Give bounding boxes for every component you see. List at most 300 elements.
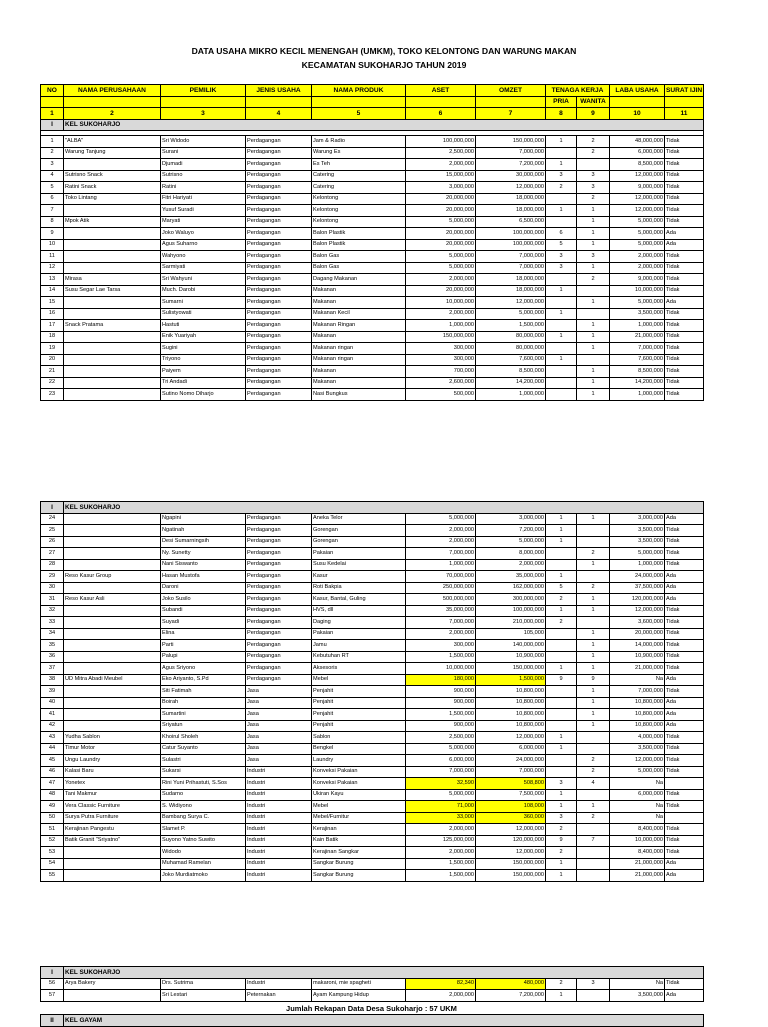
cell-pria: [546, 389, 577, 401]
group-row: [41, 1015, 704, 1027]
cell-aset: 6,000,000: [406, 755, 476, 767]
cell-aset: 2,500,000: [406, 732, 476, 744]
cell-pria: [546, 755, 577, 767]
cell-omzet: 5,000,000: [476, 308, 546, 320]
cell-nama-produk: Es Teh: [312, 159, 406, 171]
table-row: [41, 755, 704, 767]
cell-no: 6: [41, 193, 64, 205]
table-row: [41, 251, 704, 263]
cell-no: 28: [41, 559, 64, 571]
cell-pemilik: Sukarsi: [161, 766, 246, 778]
cell-jenis-usaha: Perdagangan: [246, 320, 312, 332]
cell-no: 54: [41, 858, 64, 870]
cell-laba-usaha: 8,400,000: [610, 847, 665, 859]
umkm-table-1: [40, 84, 704, 401]
cell-pria: [546, 720, 577, 732]
cell-pria: 1: [546, 801, 577, 813]
cell-nama-perusahaan: Surya Putra Furniture: [64, 812, 161, 824]
table-row: [41, 136, 704, 148]
cell-wanita: 1: [577, 559, 610, 571]
table-row: [41, 835, 704, 847]
cell-omzet: 140,000,000: [476, 640, 546, 652]
cell-surat-ijin: Ada: [665, 990, 704, 1002]
cell-pria: 2: [546, 847, 577, 859]
cell-laba-usaha: 3,500,000: [610, 525, 665, 537]
table-row: [41, 182, 704, 194]
cell-aset: 2,000,000: [406, 525, 476, 537]
table-row: [41, 858, 704, 870]
cell-wanita: [577, 824, 610, 836]
cell-pria: [546, 651, 577, 663]
cell-wanita: 2: [577, 812, 610, 824]
cell-no: 2: [41, 147, 64, 159]
cell-omzet: 12,000,000: [476, 847, 546, 859]
cell-jenis-usaha: Perdagangan: [246, 389, 312, 401]
cell-pemilik: Much. Darobi: [161, 285, 246, 297]
colnum: 9: [577, 108, 610, 120]
cell-surat-ijin: Ada: [665, 513, 704, 525]
cell-jenis-usaha: Industri: [246, 789, 312, 801]
cell-laba-usaha: 2,000,000: [610, 251, 665, 263]
cell-surat-ijin: Ada: [665, 870, 704, 882]
group-row: [41, 502, 704, 514]
cell-nama-perusahaan: [64, 651, 161, 663]
cell-wanita: 1: [577, 663, 610, 675]
cell-pria: 5: [546, 239, 577, 251]
cell-surat-ijin: Tidak: [665, 525, 704, 537]
cell-aset: 2,000,000: [406, 990, 476, 1002]
cell-wanita: [577, 617, 610, 629]
cell-jenis-usaha: Jasa: [246, 709, 312, 721]
cell-surat-ijin: Ada: [665, 709, 704, 721]
cell-pemilik: Wahyono: [161, 251, 246, 263]
cell-surat-ijin: Tidak: [665, 193, 704, 205]
cell-nama-perusahaan: [64, 640, 161, 652]
table-row: [41, 720, 704, 732]
cell-wanita: [577, 789, 610, 801]
cell-pria: 1: [546, 159, 577, 171]
group-name: KEL GAYAM: [64, 1015, 704, 1027]
cell-surat-ijin: Tidak: [665, 548, 704, 560]
cell-surat-ijin: Ada: [665, 858, 704, 870]
cell-nama-produk: Konveksi Pakaian: [312, 766, 406, 778]
cell-nama-perusahaan: Toko Lintang: [64, 193, 161, 205]
cell-pemilik: Ratini: [161, 182, 246, 194]
cell-pria: 3: [546, 812, 577, 824]
cell-pemilik: Joko Susilo: [161, 594, 246, 606]
cell-no: 10: [41, 239, 64, 251]
cell-surat-ijin: Tidak: [665, 389, 704, 401]
cell-wanita: 1: [577, 366, 610, 378]
group-no: II: [41, 1015, 64, 1027]
cell-no: 53: [41, 847, 64, 859]
cell-jenis-usaha: Industri: [246, 847, 312, 859]
cell-aset: 1,000,000: [406, 559, 476, 571]
cell-laba-usaha: Na: [610, 778, 665, 790]
cell-nama-produk: Aksesoris: [312, 663, 406, 675]
cell-pria: [546, 343, 577, 355]
cell-nama-perusahaan: [64, 251, 161, 263]
cell-nama-produk: Makanan ringan: [312, 343, 406, 355]
cell-jenis-usaha: Jasa: [246, 732, 312, 744]
cell-nama-perusahaan: Ratini Snack: [64, 182, 161, 194]
cell-omzet: 12,000,000: [476, 182, 546, 194]
cell-pria: 1: [546, 789, 577, 801]
cell-omzet: 7,200,000: [476, 990, 546, 1002]
table-2-rows: [41, 513, 704, 881]
cell-omzet: 7,500,000: [476, 789, 546, 801]
cell-nama-produk: Kerajinan Sangkar: [312, 847, 406, 859]
cell-pria: 1: [546, 870, 577, 882]
cell-nama-produk: Balon Plastik: [312, 228, 406, 240]
cell-jenis-usaha: Jasa: [246, 743, 312, 755]
cell-laba-usaha: 2,000,000: [610, 262, 665, 274]
cell-aset: 300,000: [406, 343, 476, 355]
cell-surat-ijin: Tidak: [665, 136, 704, 148]
cell-nama-produk: Makanan Kecil: [312, 308, 406, 320]
cell-nama-produk: HVS, dll: [312, 605, 406, 617]
cell-pria: [546, 193, 577, 205]
cell-jenis-usaha: Perdagangan: [246, 262, 312, 274]
table-row: [41, 525, 704, 537]
cell-nama-produk: Catering: [312, 170, 406, 182]
cell-pemilik: Sutrisno: [161, 170, 246, 182]
cell-surat-ijin: Tidak: [665, 835, 704, 847]
cell-pria: [546, 216, 577, 228]
table-row: [41, 743, 704, 755]
cell-nama-perusahaan: Arya Bakery: [64, 978, 161, 990]
cell-nama-produk: Penjahit: [312, 686, 406, 698]
cell-omzet: 7,000,000: [476, 251, 546, 263]
cell-pria: [546, 766, 577, 778]
table-row: [41, 582, 704, 594]
cell-wanita: [577, 308, 610, 320]
cell-nama-produk: Kelontong: [312, 205, 406, 217]
cell-omzet: 7,200,000: [476, 159, 546, 171]
cell-jenis-usaha: Perdagangan: [246, 559, 312, 571]
cell-pria: 1: [546, 571, 577, 583]
cell-no: 14: [41, 285, 64, 297]
table-row: [41, 228, 704, 240]
cell-no: 55: [41, 870, 64, 882]
cell-jenis-usaha: Perdagangan: [246, 536, 312, 548]
cell-surat-ijin: Ada: [665, 582, 704, 594]
cell-nama-produk: Makanan: [312, 331, 406, 343]
cell-pria: [546, 686, 577, 698]
cell-no: 41: [41, 709, 64, 721]
cell-nama-perusahaan: "ALBA": [64, 136, 161, 148]
cell-wanita: 4: [577, 778, 610, 790]
table-row: [41, 159, 704, 171]
table-row: [41, 663, 704, 675]
cell-aset: 5,000,000: [406, 216, 476, 228]
table-row: [41, 870, 704, 882]
cell-nama-perusahaan: Reso Kasur Group: [64, 571, 161, 583]
cell-laba-usaha: 9,000,000: [610, 182, 665, 194]
cell-nama-perusahaan: Warung Tanjung: [64, 147, 161, 159]
cell-pria: 1: [546, 513, 577, 525]
cell-wanita: 7: [577, 835, 610, 847]
cell-wanita: 1: [577, 720, 610, 732]
cell-surat-ijin: Tidak: [665, 366, 704, 378]
cell-no: 3: [41, 159, 64, 171]
cell-nama-produk: Konveksi Pakaian: [312, 778, 406, 790]
cell-jenis-usaha: Perdagangan: [246, 548, 312, 560]
cell-laba-usaha: 6,000,000: [610, 147, 665, 159]
cell-jenis-usaha: Perdagangan: [246, 663, 312, 675]
cell-aset: 2,000,000: [406, 824, 476, 836]
cell-jenis-usaha: Perdagangan: [246, 582, 312, 594]
cell-pemilik: Subandi: [161, 605, 246, 617]
cell-pemilik: Suyono Yatno Suwito: [161, 835, 246, 847]
cell-no: 21: [41, 366, 64, 378]
cell-aset: 7,000,000: [406, 766, 476, 778]
cell-aset: 1,500,000: [406, 858, 476, 870]
cell-pemilik: Sugini: [161, 343, 246, 355]
cell-pemilik: Sumartini: [161, 709, 246, 721]
cell-no: 27: [41, 548, 64, 560]
cell-no: 52: [41, 835, 64, 847]
cell-nama-perusahaan: [64, 159, 161, 171]
cell-surat-ijin: Tidak: [665, 789, 704, 801]
cell-nama-produk: Kasur, Bantal, Guling: [312, 594, 406, 606]
header-nama-perusahaan: NAMA PERUSAHAAN: [64, 85, 161, 97]
cell-pria: [546, 697, 577, 709]
cell-omzet: 7,000,000: [476, 766, 546, 778]
cell-jenis-usaha: Perdagangan: [246, 216, 312, 228]
cell-laba-usaha: 20,000,000: [610, 628, 665, 640]
umkm-table-next-group: [40, 1014, 704, 1027]
umkm-table-3: [40, 966, 704, 1002]
cell-laba-usaha: 5,000,000: [610, 766, 665, 778]
table-row: [41, 571, 704, 583]
cell-pria: 1: [546, 990, 577, 1002]
cell-laba-usaha: 10,000,000: [610, 835, 665, 847]
cell-surat-ijin: Tidak: [665, 205, 704, 217]
cell-surat-ijin: Tidak: [665, 686, 704, 698]
title-line-1: DATA USAHA MIKRO KECIL MENENGAH (UMKM), TOKO KELONTONG DAN WARUNG MAKAN: [191, 46, 577, 56]
table-row: [41, 778, 704, 790]
cell-nama-perusahaan: [64, 582, 161, 594]
cell-no: 57: [41, 990, 64, 1002]
cell-nama-produk: Pakaian: [312, 548, 406, 560]
header-row: [41, 85, 704, 97]
cell-surat-ijin: Tidak: [665, 663, 704, 675]
cell-omzet: 8,000,000: [476, 548, 546, 560]
cell-pria: [546, 377, 577, 389]
cell-wanita: 3: [577, 170, 610, 182]
cell-nama-produk: Balon Plastik: [312, 239, 406, 251]
cell-wanita: 1: [577, 709, 610, 721]
cell-omzet: 7,000,000: [476, 262, 546, 274]
cell-omzet: 480,000: [476, 978, 546, 990]
table-row: [41, 285, 704, 297]
cell-omzet: 150,000,000: [476, 858, 546, 870]
cell-nama-perusahaan: Sutrisno Snack: [64, 170, 161, 182]
cell-aset: 35,000,000: [406, 605, 476, 617]
group-row: [41, 119, 704, 131]
cell-laba-usaha: 12,000,000: [610, 205, 665, 217]
table-row: [41, 697, 704, 709]
cell-aset: 20,000,000: [406, 285, 476, 297]
cell-nama-produk: Gorengan: [312, 536, 406, 548]
cell-nama-perusahaan: [64, 536, 161, 548]
cell-aset: 20,000,000: [406, 193, 476, 205]
cell-aset: 70,000,000: [406, 571, 476, 583]
cell-omzet: 7,000,000: [476, 147, 546, 159]
cell-pria: 6: [546, 228, 577, 240]
cell-nama-perusahaan: [64, 990, 161, 1002]
cell-omzet: 2,000,000: [476, 559, 546, 571]
cell-nama-produk: Kasur: [312, 571, 406, 583]
cell-omzet: 18,000,000: [476, 205, 546, 217]
colnum: 8: [546, 108, 577, 120]
cell-laba-usaha: 3,500,000: [610, 990, 665, 1002]
cell-pemilik: Sudarno: [161, 789, 246, 801]
cell-aset: 20,000,000: [406, 228, 476, 240]
cell-laba-usaha: 120,000,000: [610, 594, 665, 606]
cell-pria: [546, 640, 577, 652]
cell-nama-produk: Jamu: [312, 640, 406, 652]
cell-surat-ijin: Ada: [665, 239, 704, 251]
cell-omzet: 108,000: [476, 801, 546, 813]
cell-wanita: 1: [577, 605, 610, 617]
cell-laba-usaha: 12,000,000: [610, 605, 665, 617]
cell-nama-produk: Makanan: [312, 377, 406, 389]
cell-surat-ijin: Tidak: [665, 251, 704, 263]
cell-jenis-usaha: Perdagangan: [246, 136, 312, 148]
table-row: [41, 536, 704, 548]
table-row: [41, 789, 704, 801]
cell-pemilik: Eko Ariyanto, S.Pd: [161, 674, 246, 686]
cell-omzet: 100,000,000: [476, 605, 546, 617]
cell-wanita: 2: [577, 136, 610, 148]
cell-wanita: 2: [577, 193, 610, 205]
cell-aset: 500,000,000: [406, 594, 476, 606]
cell-pria: 1: [546, 525, 577, 537]
header-jenis-usaha: JENIS USAHA: [246, 85, 312, 97]
cell-laba-usaha: 10,900,000: [610, 651, 665, 663]
cell-jenis-usaha: Perdagangan: [246, 193, 312, 205]
cell-no: 40: [41, 697, 64, 709]
cell-nama-perusahaan: Vera Classic Furniture: [64, 801, 161, 813]
table-row: [41, 205, 704, 217]
cell-no: 17: [41, 320, 64, 332]
cell-laba-usaha: 10,800,000: [610, 709, 665, 721]
cell-nama-perusahaan: Mirasa: [64, 274, 161, 286]
cell-omzet: 150,000,000: [476, 663, 546, 675]
table-row: [41, 170, 704, 182]
header-pemilik: PEMILIK: [161, 85, 246, 97]
cell-nama-produk: Jam & Radio: [312, 136, 406, 148]
colnum: 4: [246, 108, 312, 120]
table-row: [41, 824, 704, 836]
cell-pria: 2: [546, 617, 577, 629]
cell-wanita: [577, 571, 610, 583]
cell-laba-usaha: 12,000,000: [610, 755, 665, 767]
cell-no: 5: [41, 182, 64, 194]
cell-aset: 2,600,000: [406, 377, 476, 389]
cell-nama-perusahaan: [64, 228, 161, 240]
cell-pemilik: Palupi: [161, 651, 246, 663]
title-line-2: KECAMATAN SUKOHARJO TAHUN 2019: [301, 60, 467, 70]
cell-nama-perusahaan: [64, 858, 161, 870]
cell-omzet: 300,000,000: [476, 594, 546, 606]
cell-aset: 5,000,000: [406, 743, 476, 755]
cell-laba-usaha: 21,000,000: [610, 870, 665, 882]
cell-aset: 2,500,000: [406, 147, 476, 159]
cell-laba-usaha: 4,000,000: [610, 732, 665, 744]
cell-nama-produk: Nasi Bungkus: [312, 389, 406, 401]
cell-nama-perusahaan: [64, 354, 161, 366]
table-row: [41, 628, 704, 640]
cell-wanita: [577, 858, 610, 870]
cell-aset: 2,000,000: [406, 847, 476, 859]
cell-nama-produk: makaroni, mie spagheti: [312, 978, 406, 990]
cell-pria: 2: [546, 182, 577, 194]
cell-laba-usaha: 48,000,000: [610, 136, 665, 148]
cell-omzet: 1,500,000: [476, 674, 546, 686]
cell-laba-usaha: 5,000,000: [610, 216, 665, 228]
table-row: [41, 812, 704, 824]
table-row: [41, 686, 704, 698]
cell-pria: [546, 297, 577, 309]
cell-jenis-usaha: Perdagangan: [246, 331, 312, 343]
cell-jenis-usaha: Perdagangan: [246, 594, 312, 606]
cell-jenis-usaha: Peternakan: [246, 990, 312, 1002]
cell-pria: 3: [546, 262, 577, 274]
cell-surat-ijin: Tidak: [665, 377, 704, 389]
cell-laba-usaha: 3,500,000: [610, 743, 665, 755]
cell-nama-perusahaan: Timur Motor: [64, 743, 161, 755]
cell-no: 46: [41, 766, 64, 778]
cell-jenis-usaha: Perdagangan: [246, 571, 312, 583]
cell-aset: 5,000,000: [406, 251, 476, 263]
cell-aset: 150,000,000: [406, 331, 476, 343]
cell-jenis-usaha: Perdagangan: [246, 674, 312, 686]
cell-nama-produk: Kain Batik: [312, 835, 406, 847]
cell-laba-usaha: 5,000,000: [610, 297, 665, 309]
cell-wanita: [577, 525, 610, 537]
cell-surat-ijin: Tidak: [665, 262, 704, 274]
cell-surat-ijin: Tidak: [665, 308, 704, 320]
cell-pemilik: Yusuf Suradi: [161, 205, 246, 217]
cell-nama-produk: Catering: [312, 182, 406, 194]
header-wanita: WANITA: [577, 96, 610, 108]
cell-wanita: [577, 870, 610, 882]
cell-pemilik: Ngapini: [161, 513, 246, 525]
cell-jenis-usaha: Perdagangan: [246, 377, 312, 389]
cell-aset: 10,000,000: [406, 297, 476, 309]
cell-pemilik: Sriyatun: [161, 720, 246, 732]
cell-aset: 15,000,000: [406, 170, 476, 182]
cell-pemilik: Bambang Surya C.: [161, 812, 246, 824]
cell-jenis-usaha: Perdagangan: [246, 297, 312, 309]
table-row: [41, 366, 704, 378]
table-row: [41, 193, 704, 205]
cell-jenis-usaha: Perdagangan: [246, 354, 312, 366]
table-row: [41, 513, 704, 525]
cell-pria: [546, 274, 577, 286]
cell-omzet: 5,000,000: [476, 536, 546, 548]
cell-aset: 7,000,000: [406, 617, 476, 629]
cell-wanita: 2: [577, 274, 610, 286]
cell-pemilik: Daroni: [161, 582, 246, 594]
cell-nama-produk: Ukiran Kayu: [312, 789, 406, 801]
group-no: I: [41, 502, 64, 514]
table-row: [41, 605, 704, 617]
cell-omzet: 10,800,000: [476, 697, 546, 709]
